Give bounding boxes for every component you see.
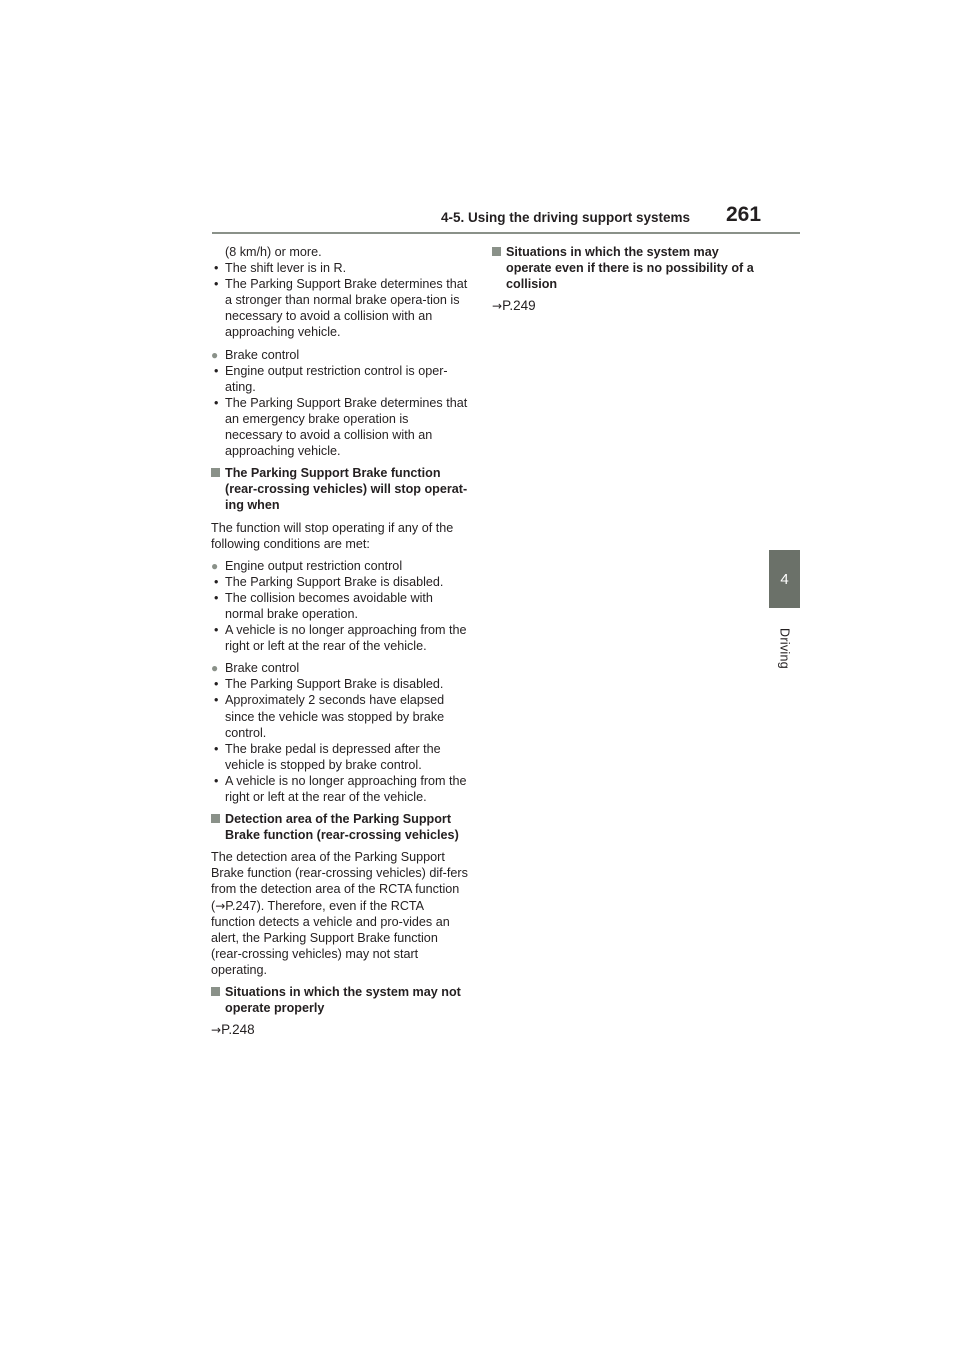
section-heading: The Parking Support Brake function (rear-crossing vehicles) will stop operat-ing when bbox=[225, 466, 468, 513]
left-column bbox=[211, 244, 469, 1044]
chapter-tab[interactable] bbox=[769, 550, 800, 608]
subheading: Engine output restriction control bbox=[225, 558, 403, 573]
chapter-number: 4 bbox=[780, 570, 789, 588]
circle-bullet-icon: ● bbox=[211, 661, 219, 676]
paragraph bbox=[211, 849, 469, 978]
chapter-label bbox=[769, 618, 800, 678]
paragraph: The function will stop operating if any of the following conditions are met: bbox=[211, 520, 454, 551]
intro-block bbox=[211, 244, 469, 341]
stop-heading-block bbox=[211, 465, 469, 513]
subheading: Brake control bbox=[225, 661, 300, 676]
list-item: • The Parking Support Brake is disabled. bbox=[211, 676, 469, 692]
arrow-icon: → bbox=[215, 898, 226, 913]
no-collision-heading-block bbox=[492, 244, 762, 292]
section-heading: Situations in which the system may not operate properly bbox=[225, 985, 461, 1016]
square-bullet-icon bbox=[211, 465, 225, 513]
list-item: • The Parking Support Brake determines that a stronger than normal brake opera-tion is necessary to avoid a collision with an approaching vehicle. bbox=[211, 276, 469, 340]
square-bullet-icon bbox=[211, 811, 225, 843]
page-number: 261 bbox=[726, 203, 762, 226]
list-item: • The Parking Support Brake is disabled. bbox=[211, 574, 469, 590]
page-reference-link[interactable]: P.249 bbox=[502, 298, 536, 314]
arrow-icon: → bbox=[211, 1023, 222, 1038]
square-bullet-icon bbox=[211, 984, 225, 1016]
paragraph-text: The detection area of the Parking Support Brake function (rear-crossing vehicles) dif-fers from the detection area of the RCTA function ( bbox=[211, 850, 468, 913]
right-column bbox=[492, 244, 762, 320]
page-reference-link[interactable]: P.247 bbox=[225, 898, 257, 913]
chapter-label-text: Driving bbox=[777, 627, 792, 669]
section-heading: Detection area of the Parking Support Brake function (rear-crossing vehicles) bbox=[225, 812, 459, 843]
list-item: • Engine output restriction control is oper-ating. bbox=[211, 363, 469, 395]
square-bullet-icon bbox=[492, 244, 506, 292]
brake-control-block bbox=[211, 660, 469, 805]
list-item: • The shift lever is in R. bbox=[211, 260, 469, 276]
list-item: • A vehicle is no longer approaching from the right or left at the rear of the vehicle. bbox=[211, 773, 469, 805]
list-item: • The Parking Support Brake determines that an emergency brake operation is necessary to avoid a collision with an approaching vehicle. bbox=[211, 395, 469, 459]
list-item: • The brake pedal is depressed after the vehicle is stopped by brake control. bbox=[211, 741, 469, 773]
list-item: • Approximately 2 seconds have elapsed since the vehicle was stopped by brake control. bbox=[211, 692, 469, 740]
list-item: • The collision becomes avoidable with normal brake operation. bbox=[211, 590, 469, 622]
section-heading: Situations in which the system may operate even if there is no possibility of a collision bbox=[506, 245, 754, 292]
brake-control-block bbox=[211, 347, 469, 460]
circle-bullet-icon: ● bbox=[211, 558, 219, 573]
detection-heading-block bbox=[211, 811, 469, 843]
page-reference-link[interactable]: P.248 bbox=[221, 1022, 255, 1038]
header-rule bbox=[212, 232, 800, 234]
not-properly-heading-block bbox=[211, 984, 469, 1016]
engine-control-block bbox=[211, 558, 469, 655]
page-reference bbox=[492, 298, 762, 314]
list-item: • A vehicle is no longer approaching from the right or left at the rear of the vehicle. bbox=[211, 622, 469, 654]
intro-continuation: (8 km/h) or more. bbox=[225, 245, 322, 259]
arrow-icon: → bbox=[492, 299, 503, 314]
subheading: Brake control bbox=[225, 347, 300, 362]
circle-bullet-icon: ● bbox=[211, 347, 219, 362]
paragraph-text: ). Therefore, even if the RCTA function detects a vehicle and pro-vides an alert, the Parking Support Brake function (rear-crossing vehicles) may not start operating. bbox=[211, 898, 450, 977]
section-title: 4-5. Using the driving support systems bbox=[440, 210, 690, 225]
page-reference bbox=[211, 1022, 469, 1038]
